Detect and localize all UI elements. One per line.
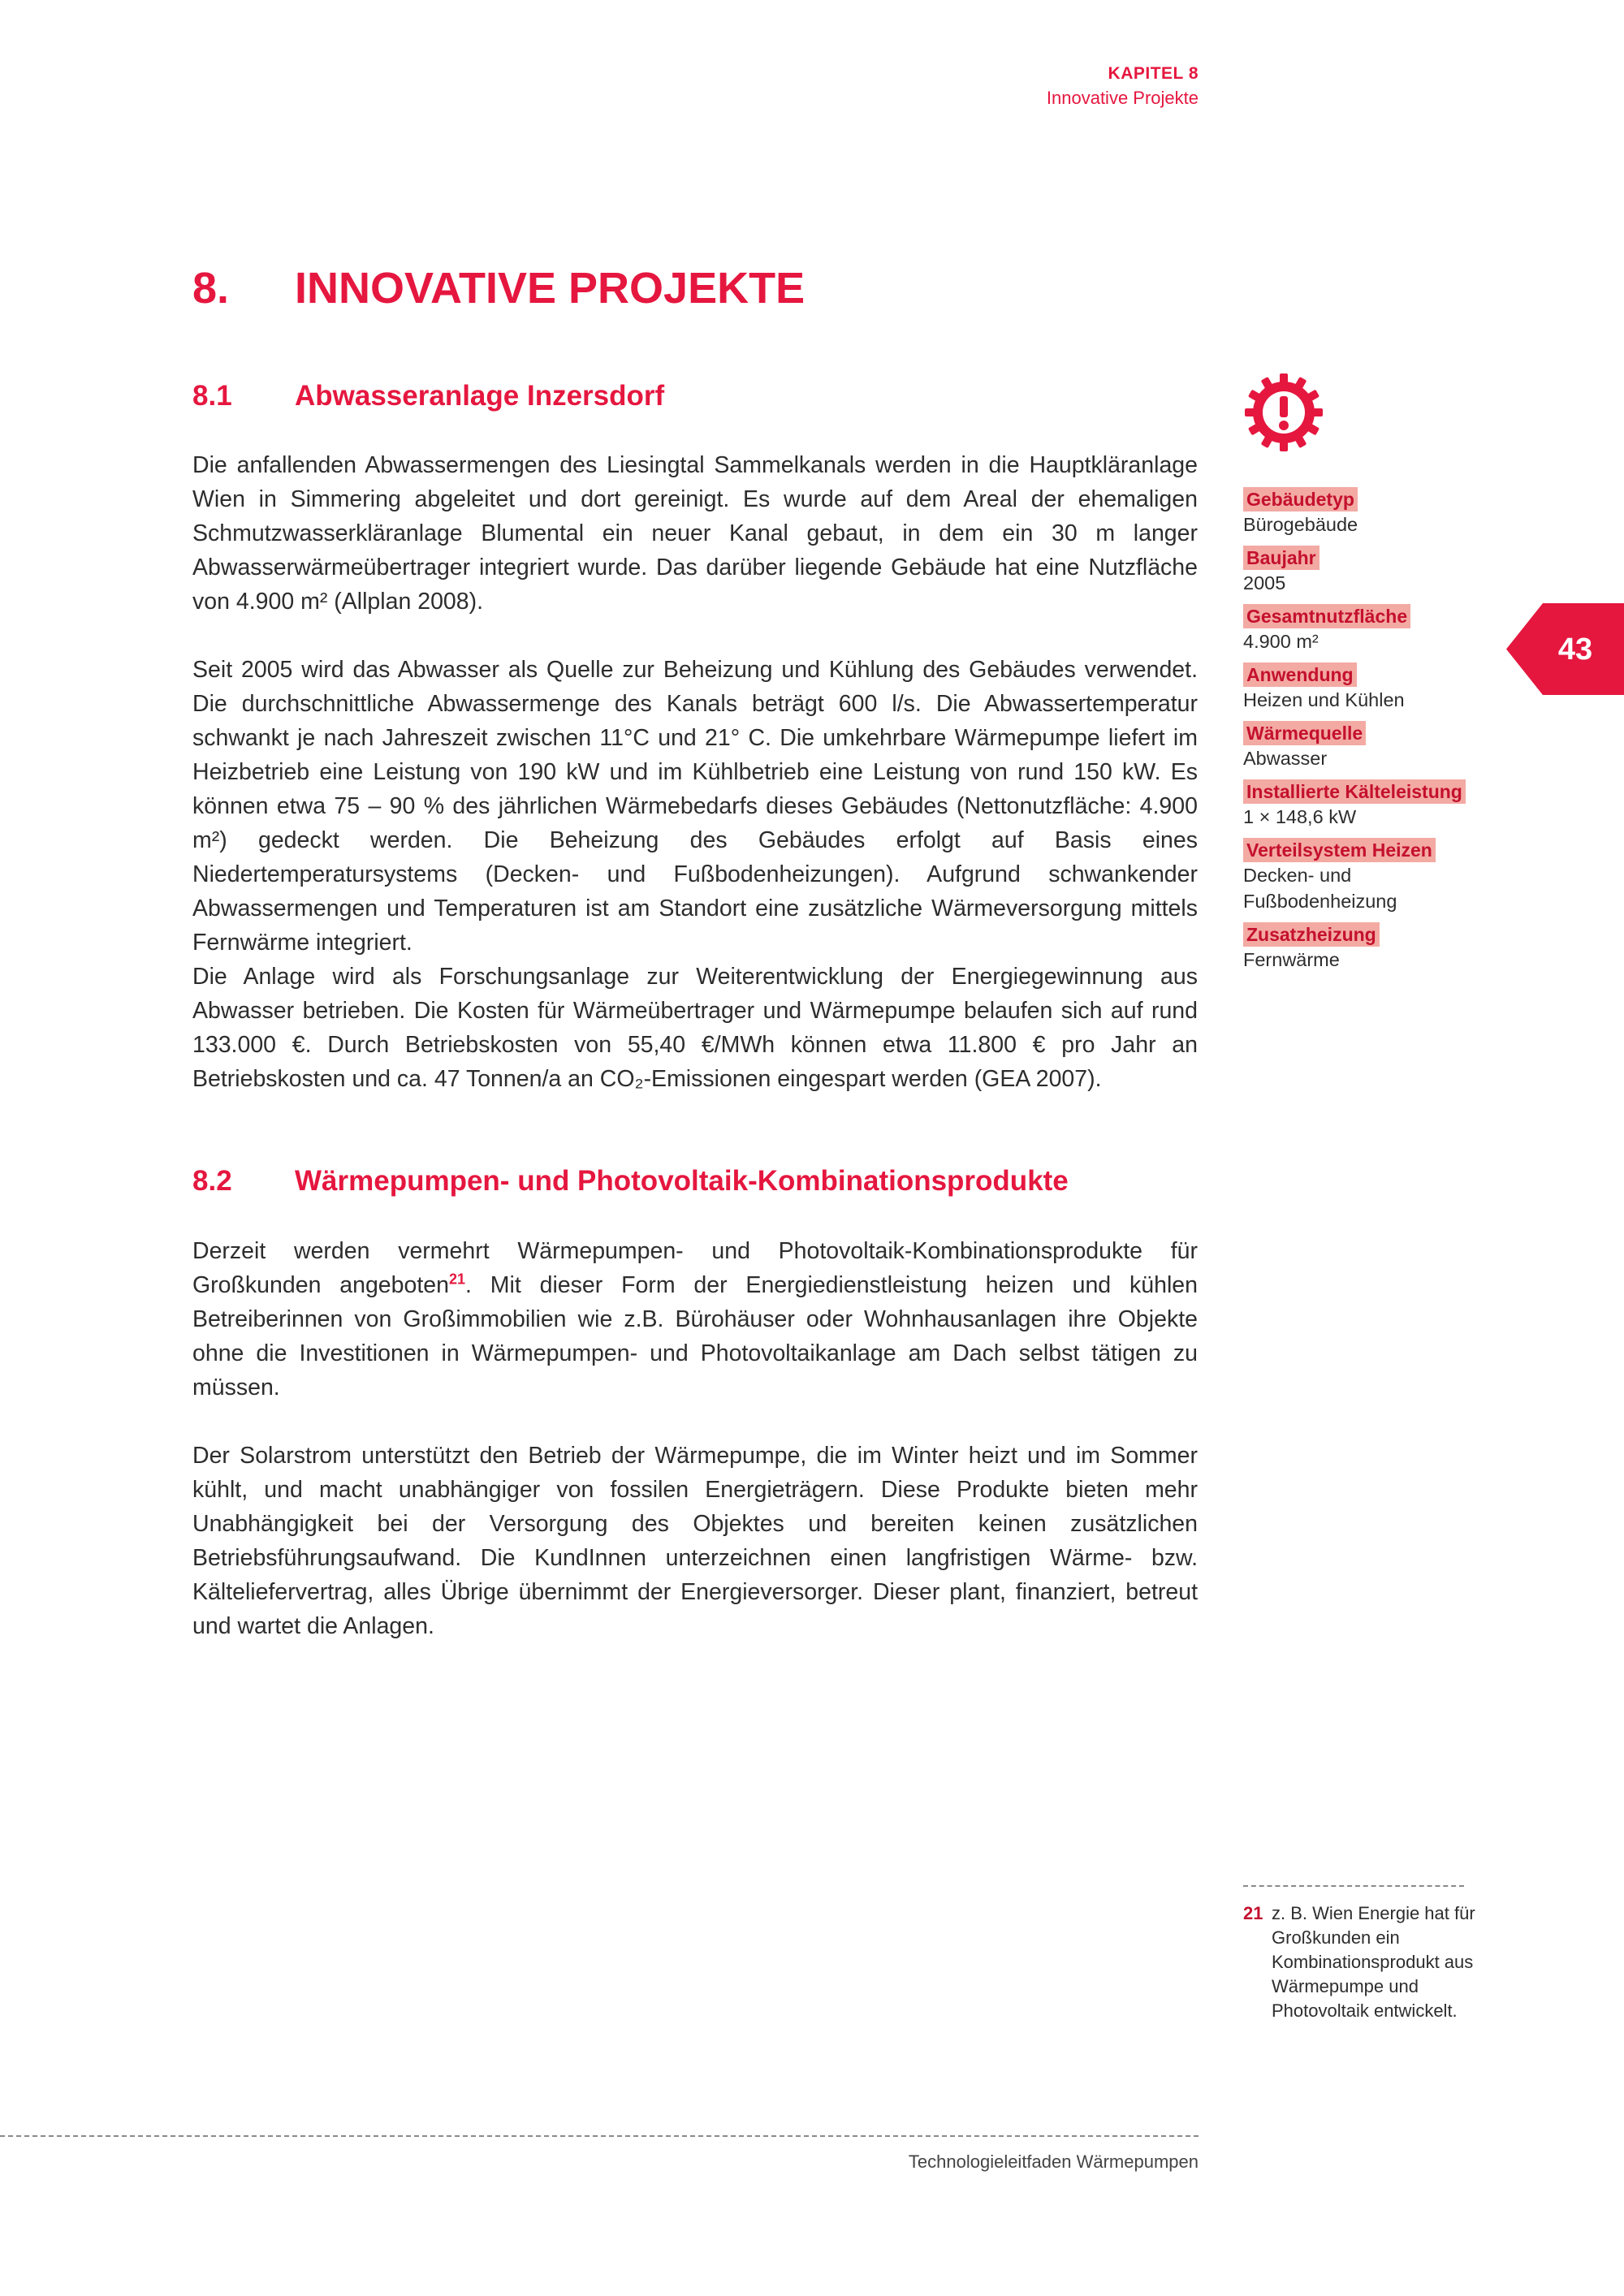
running-header	[1047, 62, 1199, 110]
section-title: Wärmepumpen- und Photovoltaik-Kombinationsprodukte	[295, 1165, 1069, 1197]
paragraph-text	[192, 1234, 1198, 1405]
fact-value: 1 × 148,6 kW	[1243, 806, 1357, 827]
fact-item	[1243, 838, 1495, 914]
fact-label: Gebäudetyp	[1243, 487, 1358, 511]
paragraph	[192, 448, 1198, 619]
footnote	[1243, 1901, 1479, 2023]
header-subtitle: Innovative Projekte	[1046, 88, 1199, 108]
paragraph-text: Seit 2005 wird das Abwasser als Quelle zur Beheizung und Kühlung des Gebäudes verwendet. Die durchschnittliche Abwassermenge des Kanals beträgt 600 l/s. Die Abwassertemperatur schwankt je nach Jahreszeit zwischen 11°C und 21° C. Die umkehrbare Wärmepumpe liefert im Heizbetrieb eine Leistung von 190 kW und im Kühlbetrieb eine Leistung von rund 150 kW. Es können etwa 75 – 90 % des jährlichen Wärmebedarfs dieses Gebäudes (Nettonutzfläche: 4.900 m²) gedeckt werden. Die Beheizung des Gebäudes erfolgt auf Basis eines Niedertemperatursystems (Decken- und Fußbodenheizungen). Aufgrund schwankender Abwassermengen und Temperaturen ist am Standort eine zusätzliche Wärmeversorgung mittels Fernwärme integriert.	[192, 657, 1198, 956]
fact-item	[1243, 779, 1495, 830]
fact-label: Wärmequelle	[1243, 721, 1366, 745]
fact-label: Gesamtnutzfläche	[1243, 604, 1410, 628]
section-heading-8-2	[192, 1161, 1069, 1202]
footnote-text: z. B. Wien Energie hat für Großkunden ein Kombinationsprodukt aus Wärmepumpe und Photovoltaik entwickelt.	[1272, 1903, 1475, 2021]
paragraph-text-end: . Mit dieser Form der Energiedienstleistung heizen und kühlen Betreiberinnen von Großimmobilien wie z.B. Bürohäuser oder Wohnhausanlagen ihre Objekte ohne die Investitionen in Wärmepumpen- und Photovoltaikanlage am Dach selbst tätigen zu müssen.	[192, 1272, 1198, 1400]
fact-label: Zusatzheizung	[1243, 922, 1380, 947]
warning-gear-icon	[1243, 372, 1324, 453]
footnote-reference[interactable]: 21	[448, 1271, 466, 1288]
fact-item	[1243, 546, 1495, 596]
header-chapter: KAPITEL 8	[1108, 64, 1199, 83]
section-number: 8.2	[192, 1165, 232, 1197]
fact-item	[1243, 487, 1495, 537]
chapter-number: 8.	[192, 264, 230, 313]
paragraph-text: Die Anlage wird als Forschungsanlage zur Weiterentwicklung der Energiegewinnung aus Abwasser betrieben. Die Kosten für Wärmeübertrager und Wärmepumpe belaufen sich auf rund 133.000 €. Durch Betriebskosten von 55,40 €/MWh können etwa 11.800 € pro Jahr an Betriebskosten und ca. 47 Tonnen/a an CO₂-Emissionen eingespart werden (GEA 2007).	[192, 964, 1198, 1092]
fact-value: Fernwärme	[1243, 949, 1340, 970]
fact-value: Abwasser	[1243, 748, 1328, 769]
footer-divider	[0, 2135, 1199, 2137]
paragraph	[192, 960, 1198, 1096]
fact-value: 4.900 m²	[1243, 631, 1319, 652]
fact-item	[1243, 604, 1495, 654]
paragraph	[192, 1439, 1198, 1643]
fact-label: Baujahr	[1243, 546, 1320, 570]
footnote-number: 21	[1243, 1903, 1263, 1923]
paragraph	[192, 653, 1198, 960]
paragraph-text: Die anfallenden Abwassermengen des Liesingtal Sammelkanals werden in die Hauptkläranlage Wien in Simmering abgeleitet und dort gereinigt. Es wurde auf dem Areal der ehemaligen Schmutzwasserkläranlage Blumental ein neuer Kanal gebaut, in dem ein 30 m langer Abwasserwärmeübertrager integriert wurde. Das darüber liegende Gebäude hat eine Nutzfläche von 4.900 m² (Allplan 2008).	[192, 452, 1198, 615]
fact-item	[1243, 662, 1495, 713]
fact-label: Anwendung	[1243, 662, 1357, 687]
fact-value: Heizen und Kühlen	[1243, 689, 1405, 710]
fact-item	[1243, 721, 1495, 771]
chapter-title	[192, 258, 805, 318]
fact-value: Bürogebäude	[1243, 514, 1358, 535]
page-number: 43	[1557, 632, 1593, 667]
chapter-title-text: INNOVATIVE PROJEKTE	[295, 264, 806, 313]
section-title: Abwasseranlage Inzersdorf	[295, 380, 665, 412]
project-facts-sidebar	[1243, 487, 1495, 981]
fact-value: Decken- und Fußbodenheizung	[1243, 865, 1397, 912]
section-heading-8-1	[192, 376, 664, 416]
paragraph-text: Der Solarstrom unterstützt den Betrieb der Wärmepumpe, die im Winter heizt und im Sommer kühlt, und macht unabhängiger von fossilen Energieträgern. Diese Produkte bieten mehr Unabhängigkeit bei der Versorgung des Objektes und bereiten keinen zusätzlichen Betriebsführungsaufwand. Die KundInnen unterzeichnen einen langfristigen Wärme- bzw. Kälteliefervertrag, alles Übrige übernimmt der Energieversorger. Dieser plant, finanziert, betreut und wartet die Anlagen.	[192, 1443, 1198, 1639]
footnote-divider	[1243, 1885, 1464, 1887]
fact-label: Installierte Kälteleistung	[1243, 779, 1466, 804]
footer-title: Technologieleitfaden Wärmepumpen	[908, 2151, 1199, 2172]
paragraph-text-start: Derzeit werden vermehrt Wärmepumpen- und Photovoltaik-Kombinationsprodukte für Großkunden angeboten	[192, 1238, 1198, 1298]
fact-label: Verteilsystem Heizen	[1243, 838, 1436, 862]
fact-item	[1243, 922, 1495, 973]
fact-value: 2005	[1243, 572, 1286, 593]
paragraph	[192, 1234, 1198, 1405]
section-number: 8.1	[192, 380, 232, 412]
